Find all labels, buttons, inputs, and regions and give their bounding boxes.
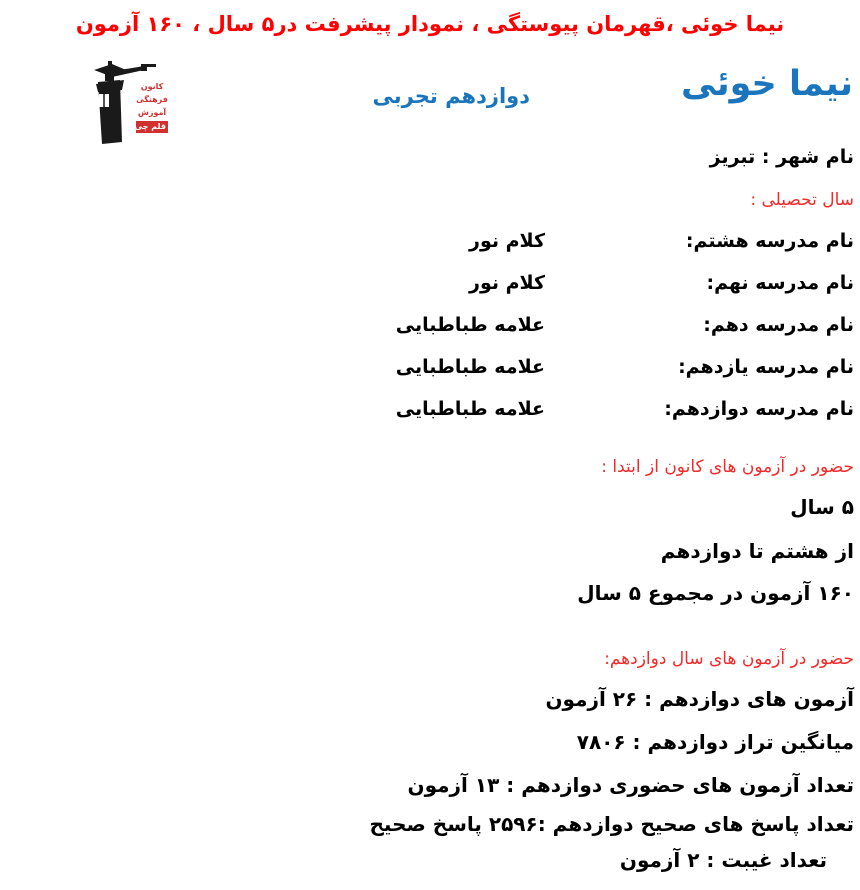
overall-grade-range-line: از هشتم تا دوازدهم	[660, 539, 854, 563]
logo-word-2: فرهنگی	[136, 95, 168, 104]
page-title: نیما خوئی ،قهرمان پیوستگی ، نمودار پیشرفت در۵ سال ، ۱۶۰ آزمون	[75, 12, 785, 36]
grade12-attendance-heading: حضور در آزمون های سال دوازدهم:	[604, 649, 854, 669]
grade12-correct-answers-line: تعداد پاسخ های صحیح دوازدهم :۲۵۹۶ پاسخ صحیح	[369, 812, 854, 836]
logo-word-3: آموزش	[137, 108, 167, 117]
city-line: نام شهر : تبریز	[709, 146, 854, 168]
logo-dash	[142, 64, 156, 67]
school-value-grade12: علامه طباطبایی	[395, 398, 545, 420]
school-value-grade9: کلام نور	[469, 272, 545, 294]
logo-wordmark	[136, 80, 168, 133]
logo-word-1: کانون	[140, 82, 164, 91]
grade12-inperson-exams-line: تعداد آزمون های حضوری دوازدهم : ۱۳ آزمون	[407, 773, 854, 797]
student-grade-major: دوازدهم تجربی	[372, 84, 530, 108]
school-label-grade10: نام مدرسه دهم:	[703, 314, 854, 336]
school-year-label: سال تحصیلی :	[750, 190, 854, 210]
school-label-grade11: نام مدرسه یازدهم:	[678, 356, 854, 378]
kanoon-ghalamchi-logo	[86, 58, 170, 146]
grade12-absences-line: تعداد غیبت : ۲ آزمون	[619, 848, 827, 872]
logo-badge-ghalamchi: قلم چی	[134, 122, 166, 131]
grade12-exam-count-line: آزمون های دوازدهم : ۲۶ آزمون	[545, 687, 854, 711]
school-label-grade9: نام مدرسه نهم:	[706, 272, 854, 294]
overall-attendance-heading: حضور در آزمون های کانون از ابتدا :	[601, 457, 854, 477]
school-value-grade10: علامه طباطبایی	[395, 314, 545, 336]
student-name: نیما خوئی	[681, 64, 853, 104]
overall-total-exams-line: ۱۶۰ آزمون در مجموع ۵ سال	[577, 581, 854, 605]
grade12-average-score-line: میانگین تراز دوازدهم : ۷۸۰۶	[576, 730, 854, 754]
school-label-grade8: نام مدرسه هشتم:	[685, 230, 854, 252]
overall-years-line: ۵ سال	[790, 495, 854, 519]
school-value-grade8: کلام نور	[469, 230, 545, 252]
school-label-grade12: نام مدرسه دوازدهم:	[664, 398, 854, 420]
school-value-grade11: علامه طباطبایی	[395, 356, 545, 378]
